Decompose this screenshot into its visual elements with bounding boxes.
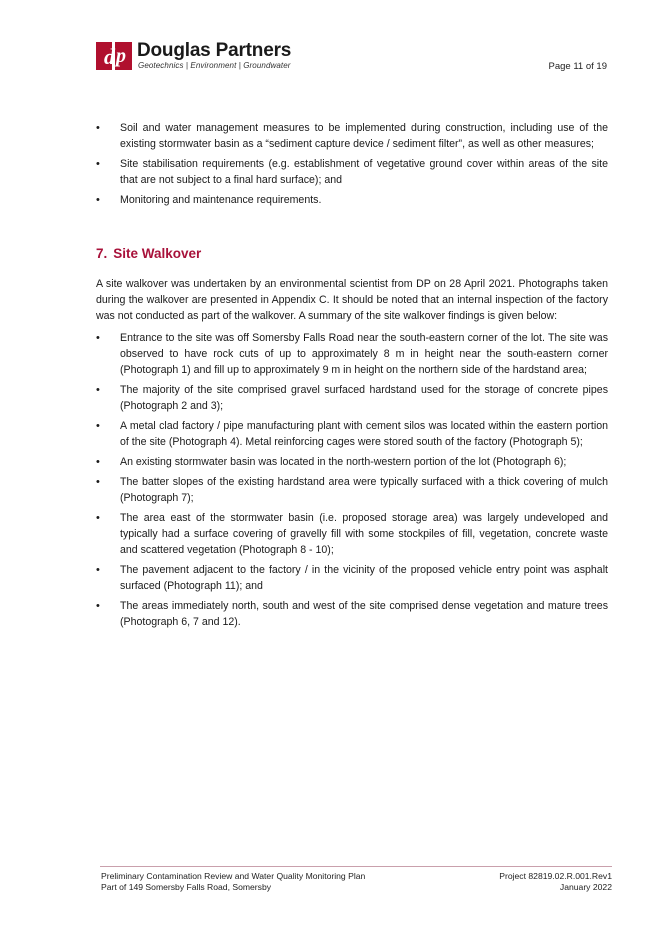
- document-body: [96, 120, 608, 634]
- list-item: • An existing stormwater basin was located in the north-western portion of the lot (Photograph 6);: [96, 454, 608, 470]
- section-heading: [96, 246, 608, 262]
- company-name: Douglas Partners: [137, 40, 292, 61]
- page-number: Page 11 of 19: [548, 61, 607, 72]
- list-item: • The pavement adjacent to the factory / in the vicinity of the proposed vehicle entry point was asphalt surfaced (Photograph 11); and: [96, 562, 608, 594]
- list-item: • The area east of the stormwater basin (i.e. proposed storage area) was largely undeveloped and typically had a surface covering of gravelly fill with some stockpiles of fill, vegetation, concrete waste and scattered vegetation (Photograph 8 - 10);: [96, 510, 608, 558]
- list-item: • The batter slopes of the existing hardstand area were typically surfaced with a thick covering of mulch (Photograph 7);: [96, 474, 608, 506]
- section-number: 7.: [96, 246, 108, 261]
- list-item: • Site stabilisation requirements (e.g. establishment of vegetative ground cover within areas of the site that are not subject to a final hard surface); and: [96, 156, 608, 188]
- list-item: • The majority of the site comprised gravel surfaced hardstand used for the storage of concrete pipes (Photograph 2 and 3);: [96, 382, 608, 414]
- footer-divider: [100, 866, 612, 867]
- footer-report-title: Preliminary Contamination Review and Water Quality Monitoring Plan: [101, 871, 366, 881]
- svg-text:p: p: [116, 45, 126, 67]
- footer-site-address: Part of 149 Somersby Falls Road, Somersby: [101, 882, 272, 892]
- footer-project-number: Project 82819.02.R.001.Rev1: [499, 871, 612, 881]
- svg-text:d: d: [104, 44, 115, 69]
- list-item: • Monitoring and maintenance requirements.: [96, 192, 608, 208]
- list-item: • Entrance to the site was off Somersby Falls Road near the south-eastern corner of the lot. The site was observed to have rock cuts of up to approximately 8 m in height near the south-eastern corner (Photograph 1) and fill up to approximately 9 m in height on the northern side of the hardstand area;: [96, 330, 608, 378]
- section-title: Site Walkover: [113, 246, 202, 261]
- intro-bullet-list: [96, 120, 608, 208]
- list-item: • Soil and water management measures to be implemented during construction, including use of the existing stormwater basin as a “sediment capture device / sediment filter”, as well as other measures;: [96, 120, 608, 152]
- footer-left: [101, 871, 365, 893]
- douglas-partners-logo-icon: [96, 42, 132, 70]
- findings-bullet-list: [96, 330, 608, 630]
- section-paragraph: A site walkover was undertaken by an environmental scientist from DP on 28 April 2021. Photographs taken during the walkover are presented in Appendix C. It should be noted that an internal inspection of the factory was not conducted as part of the walkover. A summary of the site walkover findings is given below:: [96, 278, 608, 322]
- list-item: • A metal clad factory / pipe manufacturing plant with cement silos was located within the eastern portion of the site (Photograph 4). Metal reinforcing cages were stored south of the factory (Photograph 5);: [96, 418, 608, 450]
- list-item: • The areas immediately north, south and west of the site comprised dense vegetation and mature trees (Photograph 6, 7 and 12).: [96, 598, 608, 630]
- company-tagline: Geotechnics | Environment | Groundwater: [138, 61, 291, 70]
- footer-date: January 2022: [559, 882, 612, 892]
- footer-right: [499, 871, 612, 893]
